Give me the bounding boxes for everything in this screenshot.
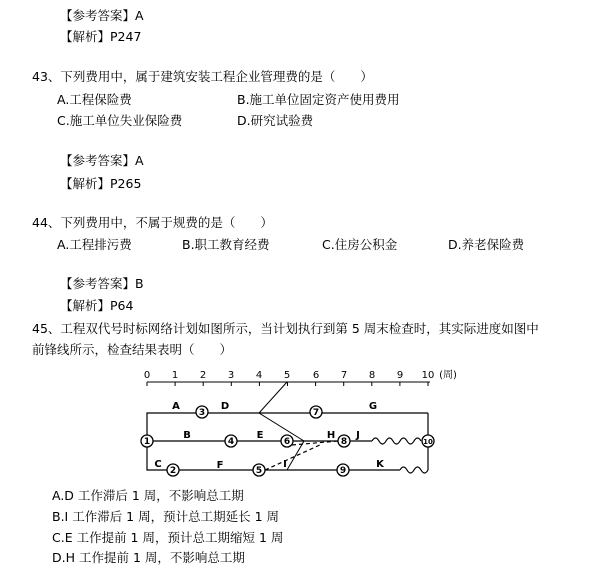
activity-d: D [220,401,230,412]
q43-answer: 【参考答案】A [60,153,144,168]
q42-analysis: 【解析】P247 [60,29,142,44]
activity-i: I [283,459,287,470]
activity-labels [154,401,385,471]
q44-option-a: A.工程排污费 [57,237,132,252]
svg-text:2: 2 [169,466,177,476]
q44-option-c: C.住房公积金 [322,237,398,252]
node-3 [196,406,208,418]
activity-f: F [216,460,224,471]
node-4 [225,435,237,447]
scale-label-10: 10 [421,370,435,381]
activity-e: E [256,430,264,441]
q44-option-b: B.职工教育经费 [182,237,270,252]
activity-k: K [376,459,384,470]
q44-stem: 44、下列费用中，不属于规费的是（ ） [32,215,273,230]
scale-label-6: 6 [312,370,320,381]
q45-option-d: D.H 工作提前 1 周，不影响总工期 [52,550,245,565]
q45-stem-line1: 45、工程双代号时标网络计划如图所示，当计划执行到第 5 周末检查时，其实际进度如图中 [32,321,539,336]
node-7 [310,406,322,418]
svg-text:8: 8 [340,437,348,447]
activity-c: C [154,459,162,470]
svg-text:4: 4 [227,437,235,447]
svg-text:10: 10 [423,438,433,446]
activity-a: A [172,401,180,412]
q43-stem: 43、下列费用中，属于建筑安装工程企业管理费的是（ ） [32,69,373,84]
scale-label-7: 7 [340,370,348,381]
q43-option-b: B.施工单位固定资产使用费用 [237,92,400,107]
frontier-line [256,382,304,470]
activity-j: J [356,430,360,441]
node-8 [338,435,350,447]
q44-analysis: 【解析】P64 [60,298,134,313]
q42-answer: 【参考答案】A [60,8,144,23]
q44-answer: 【参考答案】B [60,276,144,291]
node-5 [253,464,265,476]
activity-h: H [326,430,336,441]
node-1 [141,435,153,447]
svg-text:5: 5 [255,466,263,476]
q45-option-c: C.E 工作提前 1 周，预计总工期缩短 1 周 [52,530,284,545]
scale-label-0: 0 [143,370,151,381]
node-9 [337,464,349,476]
q45-stem-line2: 前锋线所示，检查结果表明（ ） [32,342,233,357]
scale-label-3: 3 [227,370,235,381]
activity-g: G [368,401,378,412]
svg-text:3: 3 [198,408,206,418]
q43-option-d: D.研究试验费 [237,113,314,128]
scale-label-9: 9 [396,370,404,381]
q45-option-a: A.D 工作滞后 1 周，不影响总工期 [52,488,244,503]
q44-option-d: D.养老保险费 [448,237,525,252]
q43-analysis: 【解析】P265 [60,176,142,191]
scale-unit: (周) [439,370,457,381]
scale-label-5: 5 [283,370,291,381]
q43-option-c: C.施工单位失业保险费 [57,113,183,128]
scale-label-8: 8 [368,370,376,381]
scale-label-4: 4 [255,370,263,381]
node-10 [422,435,434,447]
svg-text:1: 1 [143,437,151,447]
activity-b: B [183,430,191,441]
time-scale [144,369,457,386]
svg-text:9: 9 [339,466,347,476]
q43-option-a: A.工程保险费 [57,92,132,107]
svg-text:6: 6 [283,437,291,447]
q45-option-b: B.I 工作滞后 1 周，预计总工期延长 1 周 [52,509,280,524]
node-6 [281,435,293,447]
svg-text:7: 7 [312,408,320,418]
node-2 [167,464,179,476]
scale-label-1: 1 [171,370,179,381]
scale-label-2: 2 [199,370,207,381]
